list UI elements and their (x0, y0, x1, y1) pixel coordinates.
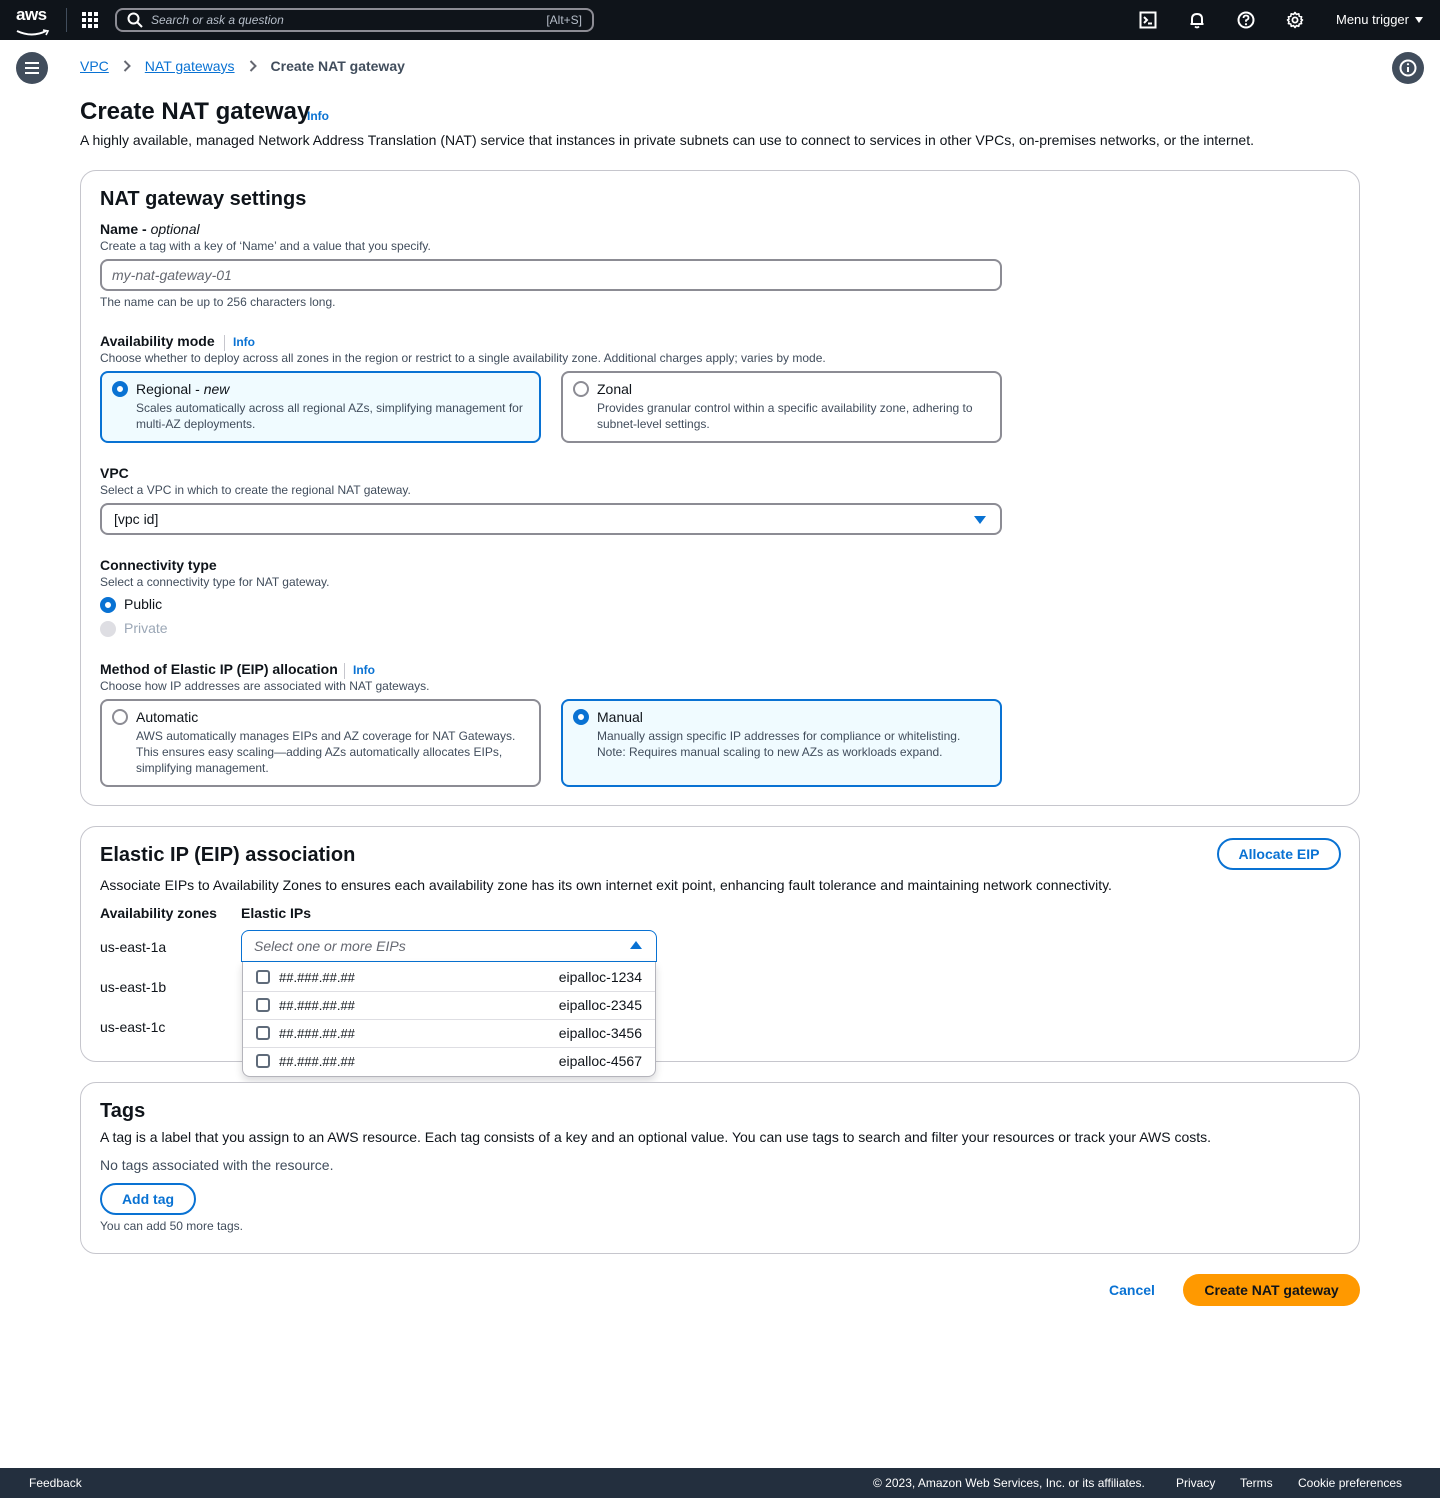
chevron-right-icon (123, 60, 131, 72)
aws-smile-icon (16, 29, 50, 37)
top-navigation (0, 0, 1440, 40)
tags-description: A tag is a label that you assign to an AWS resource. Each tag consists of a key and an optional value. You can use tags to search and filter your resources or track your AWS costs. (100, 1129, 1212, 1145)
aws-logo-text: aws (16, 5, 47, 24)
apps-grid-icon[interactable] (82, 12, 98, 28)
cloudshell-icon[interactable] (1139, 11, 1157, 29)
availability-mode-label: Availability mode (100, 333, 215, 349)
eip-option[interactable] (243, 963, 655, 991)
tile-zonal[interactable] (561, 371, 1002, 443)
name-placeholder: my-nat-gateway-01 (112, 267, 232, 283)
eip-option[interactable] (243, 1019, 655, 1047)
feedback-link[interactable]: Feedback (29, 1476, 82, 1490)
eip-option-ip: ##.###.##.## (279, 998, 355, 1013)
radio-regional[interactable] (112, 381, 128, 397)
search-placeholder: Search or ask a question (151, 13, 284, 27)
tile-automatic-title: Automatic (136, 709, 199, 725)
page-description: A highly available, managed Network Address Translation (NAT) service that instances in private subnets can use to connect to services in other VPCs, on-premises networks, or the internet. (80, 132, 1254, 148)
zone-us-east-1a: us-east-1a (100, 939, 167, 955)
vpc-select-value: [vpc id] (114, 511, 159, 527)
eip-dropdown-list (242, 962, 656, 1077)
terms-link[interactable]: Terms (1240, 1476, 1273, 1490)
help-panel-toggle[interactable] (1392, 52, 1424, 84)
eip-association-heading: Elastic IP (EIP) association (100, 844, 356, 866)
footer (0, 1468, 1440, 1498)
search-input[interactable] (115, 8, 594, 32)
chevron-right-icon (249, 60, 257, 72)
eip-option-id: eipalloc-3456 (558, 1025, 642, 1041)
checkbox[interactable] (256, 998, 270, 1012)
tile-zonal-description: Provides granular control within a specific availability zone, adhering to subnet-level settings. (597, 401, 973, 431)
nav-divider (66, 8, 67, 32)
allocate-eip-button[interactable]: Allocate EIP (1217, 838, 1341, 870)
tile-regional[interactable] (100, 371, 541, 443)
search-icon (127, 12, 143, 28)
eip-option[interactable] (243, 1047, 655, 1075)
tile-regional-title-text: Regional - (136, 381, 204, 397)
info-divider (224, 335, 225, 351)
add-tag-button[interactable]: Add tag (100, 1183, 196, 1215)
info-divider (344, 663, 345, 679)
eip-option-ip: ##.###.##.## (279, 1026, 355, 1041)
radio-private (100, 621, 116, 637)
eip-option-ip: ##.###.##.## (279, 970, 355, 985)
tile-manual-description: Manually assign specific IP addresses for compliance or whitelisting. Note: Requires manual scaling to new AZs as workloads expand. (597, 729, 961, 759)
menu-trigger[interactable] (1336, 12, 1423, 27)
vpc-select[interactable] (100, 503, 1002, 535)
name-label-text: Name - (100, 221, 151, 237)
eip-option-id: eipalloc-4567 (558, 1053, 642, 1069)
info-icon (1399, 59, 1417, 77)
tile-manual-title: Manual (597, 709, 643, 725)
eip-method-description: Choose how IP addresses are associated with NAT gateways. (100, 679, 430, 693)
side-navigation-toggle[interactable] (16, 52, 48, 84)
caret-down-icon (1415, 17, 1423, 23)
tile-regional-title (136, 381, 229, 397)
eip-method-label: Method of Elastic IP (EIP) allocation (100, 661, 338, 677)
eip-option-ip: ##.###.##.## (279, 1054, 355, 1069)
name-optional: optional (150, 221, 200, 237)
eip-option-id: eipalloc-1234 (558, 969, 642, 985)
gear-icon[interactable] (1286, 11, 1304, 29)
page-title: Create NAT gateway (80, 98, 311, 125)
checkbox[interactable] (256, 1054, 270, 1068)
menu-trigger-label: Menu trigger (1336, 12, 1409, 27)
availability-mode-description: Choose whether to deploy across all zones in the region or restrict to a single availability zone. Additional charges apply; varies by mode. (100, 351, 826, 365)
col-elastic-ips: Elastic IPs (241, 905, 312, 921)
col-availability-zones: Availability zones (100, 905, 217, 921)
eip-multiselect[interactable] (241, 930, 657, 962)
radio-zonal[interactable] (573, 381, 589, 397)
eip-method-info-link[interactable]: Info (353, 663, 375, 677)
radio-private-label: Private (124, 620, 168, 636)
connectivity-label: Connectivity type (100, 557, 217, 573)
create-nat-gateway-button[interactable]: Create NAT gateway (1183, 1274, 1360, 1306)
radio-public[interactable] (100, 597, 116, 613)
vpc-description: Select a VPC in which to create the regional NAT gateway. (100, 483, 411, 497)
search-shortcut: [Alt+S] (546, 13, 582, 27)
availability-mode-info-link[interactable]: Info (233, 335, 255, 349)
checkbox[interactable] (256, 970, 270, 984)
settings-heading: NAT gateway settings (100, 188, 307, 210)
name-input[interactable] (100, 259, 1002, 291)
privacy-link[interactable]: Privacy (1176, 1476, 1216, 1490)
breadcrumb-nat-gateways[interactable]: NAT gateways (144, 58, 235, 74)
zone-us-east-1c: us-east-1c (100, 1019, 166, 1035)
tile-zonal-title: Zonal (597, 381, 633, 397)
tags-limit: You can add 50 more tags. (100, 1219, 243, 1233)
name-constraint: The name can be up to 256 characters long. (100, 295, 336, 309)
vpc-label: VPC (100, 465, 129, 481)
checkbox[interactable] (256, 1026, 270, 1040)
page-info-link[interactable]: Info (307, 109, 329, 123)
eip-option-id: eipalloc-2345 (558, 997, 642, 1013)
tile-automatic[interactable] (100, 699, 541, 787)
breadcrumb (80, 58, 405, 74)
radio-automatic[interactable] (112, 709, 128, 725)
tile-regional-description: Scales automatically across all regional AZs, simplifying management for multi-AZ deployments. (136, 401, 523, 431)
breadcrumb-vpc[interactable]: VPC (80, 58, 109, 74)
radio-public-label: Public (124, 596, 163, 612)
tags-empty: No tags associated with the resource. (100, 1157, 334, 1173)
bell-icon[interactable] (1188, 11, 1206, 29)
cookie-preferences-link[interactable]: Cookie preferences (1298, 1476, 1403, 1490)
name-label (100, 221, 200, 237)
tags-panel (80, 1082, 1360, 1254)
tags-heading: Tags (100, 1100, 146, 1122)
tile-automatic-description: AWS automatically manages EIPs and AZ coverage for NAT Gateways. This ensures easy scaling—adding AZs automatically allocates EIPs, simplifying management. (136, 729, 516, 775)
radio-manual[interactable] (573, 709, 589, 725)
menu-icon (24, 61, 40, 75)
caret-down-icon (974, 516, 986, 524)
tile-manual[interactable] (561, 699, 1002, 787)
tile-regional-new: new (203, 381, 230, 397)
zone-us-east-1b: us-east-1b (100, 979, 167, 995)
connectivity-description: Select a connectivity type for NAT gateway. (100, 575, 330, 589)
name-description: Create a tag with a key of ‘Name’ and a value that you specify. (100, 239, 431, 253)
cancel-button[interactable]: Cancel (1109, 1282, 1155, 1298)
eip-option[interactable] (243, 991, 655, 1019)
aws-logo[interactable] (16, 6, 52, 34)
help-icon[interactable] (1237, 11, 1255, 29)
copyright: © 2023, Amazon Web Services, Inc. or its affiliates. (873, 1476, 1145, 1490)
breadcrumb-current: Create NAT gateway (270, 58, 405, 74)
nat-gateway-settings-panel (80, 170, 1360, 806)
eip-association-description: Associate EIPs to Availability Zones to ensures each availability zone has its own internet exit point, enhancing fault tolerance and maintaining network connectivity. (100, 877, 1112, 893)
caret-up-icon (630, 941, 642, 949)
eip-multiselect-placeholder: Select one or more EIPs (254, 938, 406, 954)
